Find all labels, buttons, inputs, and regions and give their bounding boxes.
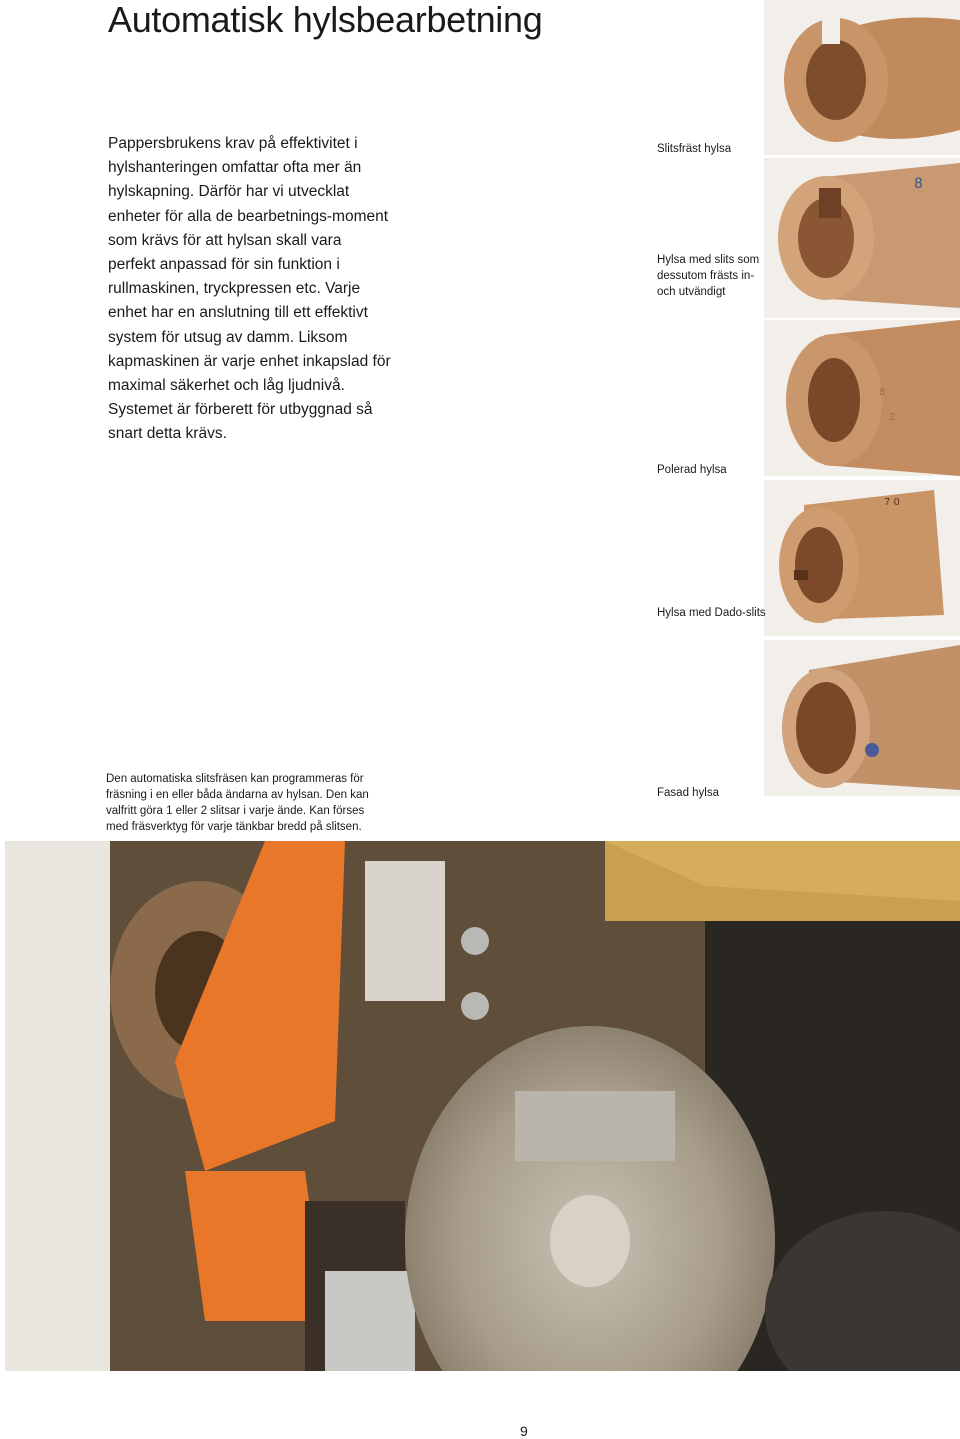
caption-dado: Hylsa med Dado-slits [657, 607, 766, 619]
page-number: 9 [520, 1423, 528, 1439]
caption-polerad: Polerad hylsa [657, 464, 727, 476]
svg-text:7 0: 7 0 [884, 497, 900, 508]
slotted-core-photo [764, 0, 960, 155]
page-title: Automatisk hylsbearbetning [108, 0, 543, 40]
caption-fasad: Fasad hylsa [657, 787, 720, 799]
dado-slot-core-photo [764, 480, 960, 636]
svg-text:8: 8 [914, 176, 923, 192]
slot-milling-machine-photo [5, 841, 960, 1371]
chamfered-core-photo [764, 640, 960, 796]
polished-core-photo [764, 320, 960, 476]
slotted-milled-core-photo [764, 158, 960, 318]
machine-description: Den automatiska slitsfräsen kan programmeras för fräsning i en eller båda ändarna av hylsan. Den kan valfritt göra 1 eller 2 slitsar i varje ände. Kan förses med fräsverktyg för varje tänkbar bredd på slitsen. [106, 773, 369, 833]
svg-text:2: 2 [889, 412, 896, 423]
caption-slits-frasts: Hylsa med slits som dessutom frästs in- och utvändigt [657, 254, 760, 298]
svg-text:8: 8 [879, 387, 886, 398]
caption-slitsfrast: Slitsfräst hylsa [657, 143, 732, 155]
intro-paragraph: Pappersbrukens krav på effektivitet i hylshanteringen omfattar ofta mer än hylskapning. Därför har vi utvecklat enheter för alla de bearbetnings-moment som krävs för att hylsan skall vara perfekt anpassad för sin funktion i rullmaskinen, tryckpressen etc. Varje enhet har en anslutning till ett effektivt system för utsug av damm. Liksom kapmaskinen är varje enhet inkapslad för maximal säkerhet och låg ljudnivå. Systemet är förberett för utbyggnad så snart detta krävs. [108, 135, 391, 443]
